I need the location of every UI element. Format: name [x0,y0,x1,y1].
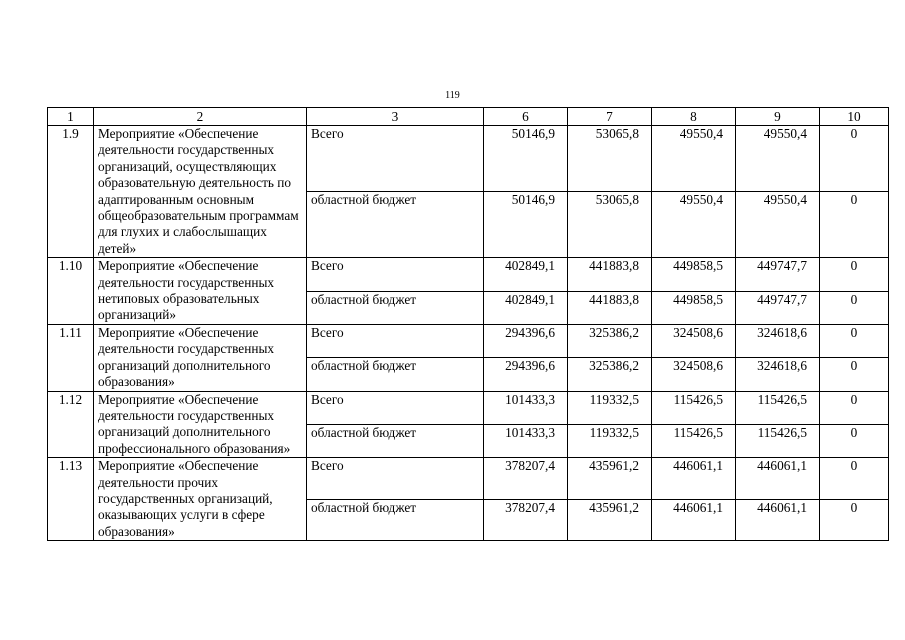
funding-source: областной бюджет [307,499,484,541]
header-cell: 3 [307,108,484,126]
funding-value-c7: 53065,8 [568,192,652,258]
measure-name: Мероприятие «Обеспечение деятельности прочих государственных организаций, оказывающих услуги в сфере образования» [94,458,307,541]
page-number: 119 [445,90,460,101]
funding-value-c6: 50146,9 [484,192,568,258]
measure-number: 1.11 [48,324,94,391]
funding-value-c9: 324618,6 [736,358,820,391]
measure-name: Мероприятие «Обеспечение деятельности государственных организаций, осуществляющих образовательную деятельность по адаптированным основным общеобразовательным программам для глухих и слабослышащих детей» [94,126,307,258]
funding-value-c8: 324508,6 [652,358,736,391]
table-row [48,458,889,500]
funding-value-c10: 0 [820,291,889,324]
table-row [48,126,889,192]
funding-value-c10: 0 [820,192,889,258]
measure-number: 1.9 [48,126,94,258]
funding-value-c9: 446061,1 [736,458,820,500]
measure-name: Мероприятие «Обеспечение деятельности государственных организаций дополнительного профессионального образования» [94,391,307,458]
funding-value-c7: 435961,2 [568,458,652,500]
funding-value-c9: 449747,7 [736,291,820,324]
funding-value-c8: 449858,5 [652,258,736,291]
funding-value-c9: 49550,4 [736,192,820,258]
header-cell: 1 [48,108,94,126]
funding-source: Всего [307,458,484,500]
funding-value-c6: 294396,6 [484,358,568,391]
funding-value-c10: 0 [820,424,889,457]
funding-value-c7: 119332,5 [568,391,652,424]
header-cell: 2 [94,108,307,126]
funding-value-c10: 0 [820,358,889,391]
funding-source: Всего [307,258,484,291]
funding-source: областной бюджет [307,291,484,324]
measure-number: 1.12 [48,391,94,458]
table-row [48,258,889,291]
funding-value-c9: 324618,6 [736,324,820,357]
funding-value-c7: 325386,2 [568,324,652,357]
funding-value-c8: 446061,1 [652,458,736,500]
funding-value-c10: 0 [820,258,889,291]
funding-value-c9: 449747,7 [736,258,820,291]
funding-value-c7: 53065,8 [568,126,652,192]
funding-source: Всего [307,126,484,192]
measure-number: 1.10 [48,258,94,325]
budget-table [47,107,889,541]
funding-value-c7: 119332,5 [568,424,652,457]
funding-value-c7: 325386,2 [568,358,652,391]
funding-value-c8: 49550,4 [652,192,736,258]
funding-source: Всего [307,391,484,424]
funding-source: Всего [307,324,484,357]
funding-value-c6: 378207,4 [484,499,568,541]
funding-value-c9: 49550,4 [736,126,820,192]
funding-value-c7: 435961,2 [568,499,652,541]
funding-value-c9: 446061,1 [736,499,820,541]
funding-value-c6: 50146,9 [484,126,568,192]
measure-name: Мероприятие «Обеспечение деятельности государственных организаций дополнительного образования» [94,324,307,391]
header-cell: 8 [652,108,736,126]
funding-value-c10: 0 [820,324,889,357]
funding-value-c7: 441883,8 [568,291,652,324]
funding-source: областной бюджет [307,192,484,258]
measure-number: 1.13 [48,458,94,541]
funding-value-c6: 402849,1 [484,258,568,291]
table-row [48,391,889,424]
funding-value-c7: 441883,8 [568,258,652,291]
funding-value-c9: 115426,5 [736,391,820,424]
funding-value-c6: 294396,6 [484,324,568,357]
funding-value-c8: 49550,4 [652,126,736,192]
funding-value-c10: 0 [820,458,889,500]
funding-value-c8: 324508,6 [652,324,736,357]
funding-value-c8: 449858,5 [652,291,736,324]
table-row [48,324,889,357]
measure-name: Мероприятие «Обеспечение деятельности государственных нетиповых образовательных организаций» [94,258,307,325]
funding-value-c8: 115426,5 [652,424,736,457]
header-cell: 6 [484,108,568,126]
funding-value-c9: 115426,5 [736,424,820,457]
funding-source: областной бюджет [307,358,484,391]
table-header-row [48,108,889,126]
funding-value-c8: 115426,5 [652,391,736,424]
funding-value-c10: 0 [820,391,889,424]
funding-value-c6: 378207,4 [484,458,568,500]
header-cell: 7 [568,108,652,126]
header-cell: 9 [736,108,820,126]
funding-value-c6: 101433,3 [484,424,568,457]
funding-source: областной бюджет [307,424,484,457]
funding-value-c8: 446061,1 [652,499,736,541]
funding-value-c10: 0 [820,499,889,541]
funding-value-c6: 402849,1 [484,291,568,324]
header-cell: 10 [820,108,889,126]
funding-value-c10: 0 [820,126,889,192]
funding-value-c6: 101433,3 [484,391,568,424]
